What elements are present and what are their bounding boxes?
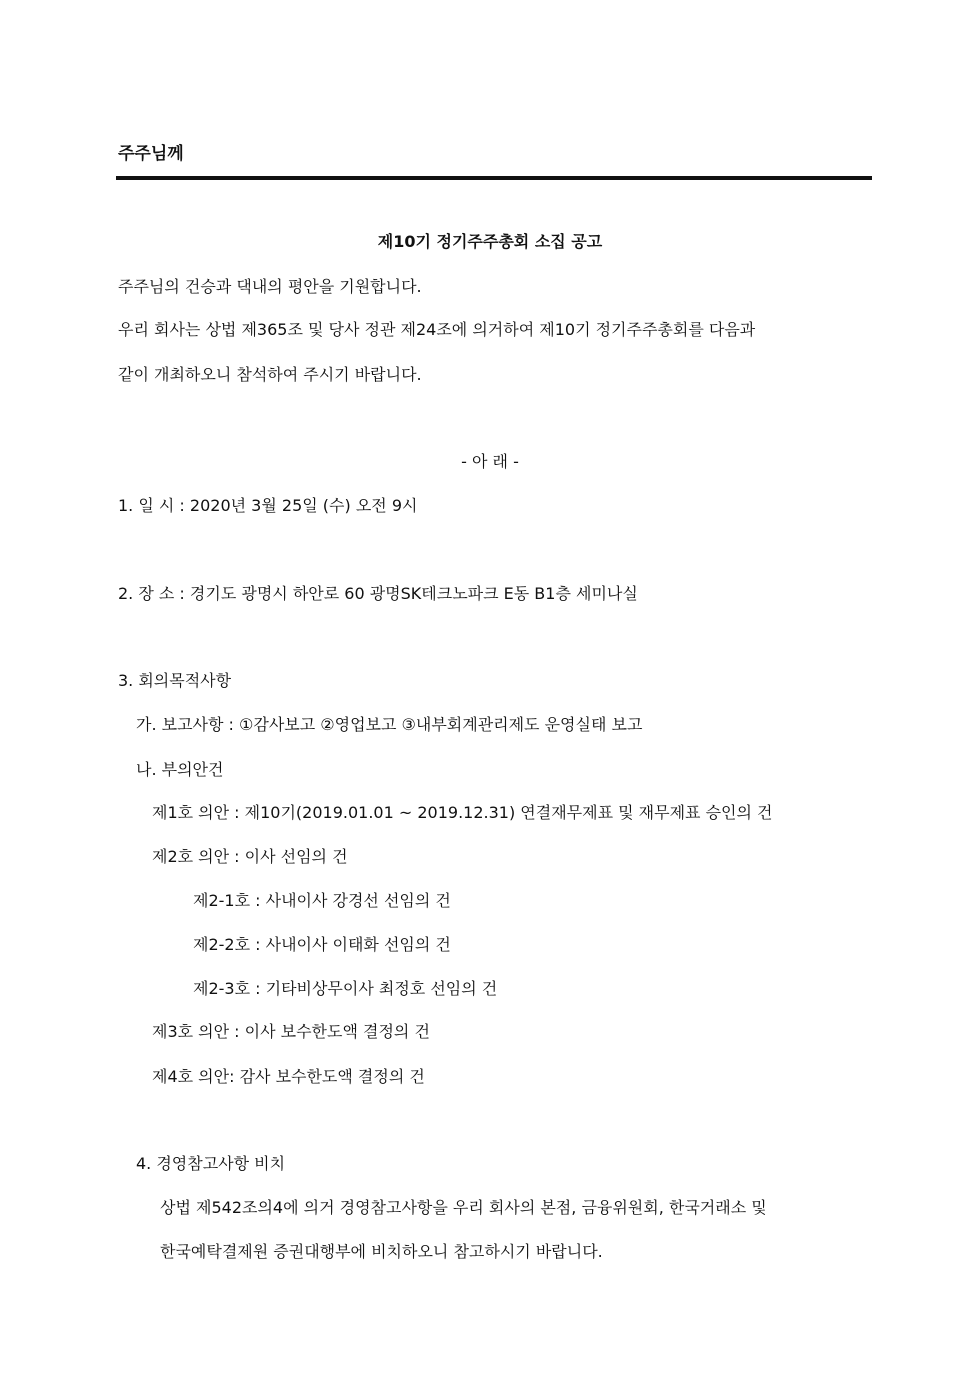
intro-line-2: 우리 회사는 상법 제365조 및 당사 정관 제24조에 의거하여 제10기 정기주주총회를 다음과 [118, 320, 756, 339]
agenda-heading: 3. 회의목적사항 [118, 671, 232, 690]
reference-line-2: 한국예탁결제원 증권대행부에 비치하오니 참고하시기 바랍니다. [160, 1242, 603, 1261]
intro-line-1: 주주님의 건승과 댁내의 평안을 기원합니다. [118, 277, 422, 296]
agenda-item-1: 제1호 의안 : 제10기(2019.01.01 ~ 2019.12.31) 연결재무제표 및 재무제표 승인의 건 [152, 803, 773, 822]
resolutions-heading: 나. 부의안건 [136, 760, 224, 779]
agenda-item-2-2: 제2-2호 : 사내이사 이태화 선임의 건 [193, 935, 451, 954]
notice-title: 제10기 정기주주총회 소집 공고 [377, 232, 603, 251]
agenda-item-2: 제2호 의안 : 이사 선임의 건 [152, 847, 348, 866]
agenda-item-2-3: 제2-3호 : 기타비상무이사 최정호 선임의 건 [193, 979, 498, 998]
reference-line-1: 상법 제542조의4에 의거 경영참고사항을 우리 회사의 본점, 금융위원회, 한국거래소 및 [160, 1198, 767, 1217]
reference-heading: 4. 경영참고사항 비치 [136, 1154, 286, 1173]
salutation: 주주님께 [118, 144, 184, 164]
meeting-place: 2. 장 소 : 경기도 광명시 하안로 60 광명SK테크노파크 E동 B1층 세미나실 [118, 584, 638, 603]
meeting-date: 1. 일 시 : 2020년 3월 25일 (수) 오전 9시 [118, 496, 418, 515]
separator-label: - 아 래 - [461, 452, 519, 471]
intro-line-3: 같이 개최하오니 참석하여 주시기 바랍니다. [118, 365, 422, 384]
report-items: 가. 보고사항 : ①감사보고 ②영업보고 ③내부회계관리제도 운영실태 보고 [136, 715, 643, 734]
agenda-item-3: 제3호 의안 : 이사 보수한도액 결정의 건 [152, 1022, 430, 1041]
agenda-item-2-1: 제2-1호 : 사내이사 강경선 선임의 건 [193, 891, 451, 910]
agenda-item-4: 제4호 의안: 감사 보수한도액 결정의 건 [152, 1067, 425, 1086]
header-divider [116, 176, 872, 180]
